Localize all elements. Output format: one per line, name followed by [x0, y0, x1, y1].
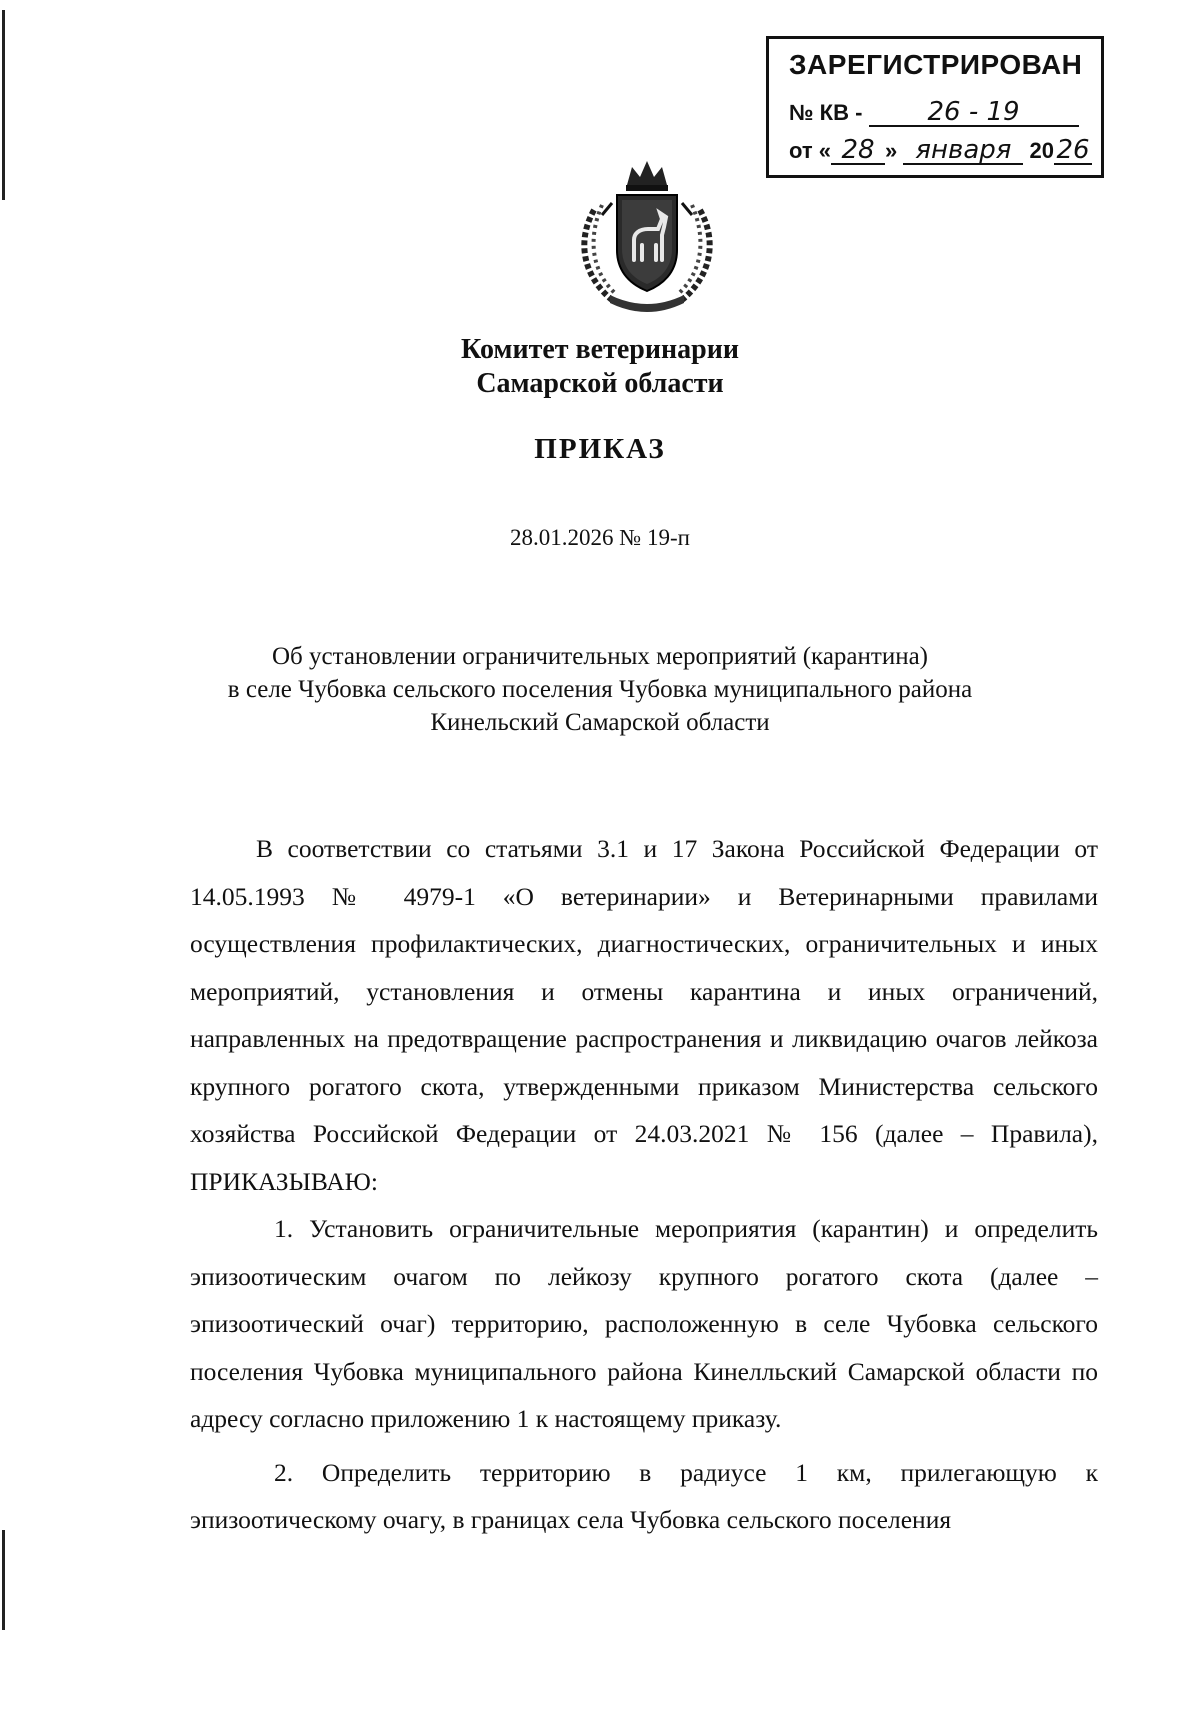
stamp-number-row — [789, 99, 1079, 127]
stamp-number-prefix: № КВ - — [789, 100, 863, 125]
scan-edge-line-bottom — [2, 1530, 5, 1630]
order-subject-line3: Кинельский Самарской области — [430, 709, 770, 736]
stamp-year-suffix: 26 — [1054, 137, 1092, 165]
order-subject — [0, 640, 1200, 739]
stamp-number-handwritten: 26 - 19 — [869, 99, 1079, 127]
order-body — [190, 825, 1098, 1544]
stamp-date-month: января — [903, 137, 1023, 165]
stamp-year-prefix: 20 — [1029, 138, 1054, 163]
order-subject-line2: в селе Чубовка сельского поселения Чубовка муниципального района — [227, 676, 973, 703]
stamp-date-prefix: от « — [789, 138, 832, 163]
order-subject-line1: Об установлении ограничительных мероприятий (карантина) — [271, 643, 929, 670]
coat-of-arms-icon — [572, 155, 722, 315]
registration-stamp — [766, 36, 1104, 178]
order-title: ПРИКАЗ — [534, 433, 666, 465]
stamp-title: ЗАРЕГИСТРИРОВАН — [789, 49, 1083, 80]
order-item-2: 2. Определить территорию в радиусе 1 км, прилегающую к эпизоотическому очагу, в границах села Чубовка сельского поселения — [190, 1457, 1098, 1534]
order-date-number: 28.01.2026 № 19-п — [510, 525, 690, 550]
organization-name-line2: Самарской области — [476, 368, 724, 399]
preamble-paragraph: В соответствии со статьями 3.1 и 17 Закона Российской Федерации от 14.05.1993 № 4979-1 «О ветеринарии» и Ветеринарными правилами осуществления профилактических, диагностических, ограничительных и иных мероприятий, установления и отмены карантина и иных ограничений, направленных на предотвращение распространения и ликвидацию очагов лейкоза крупного рогатого скота, утвержденными приказом Министерства сельского хозяйства Российской Федерации от 24.03.2021 № 156 (далее – Правила), ПРИКАЗЫВАЮ: — [190, 834, 1098, 1196]
organization-name — [0, 333, 1200, 401]
stamp-date-sep: » — [885, 138, 898, 163]
stamp-date-day: 28 — [831, 137, 885, 165]
stamp-date-row — [789, 137, 1092, 165]
organization-name-line1: Комитет ветеринарии — [461, 334, 739, 365]
scan-edge-line-top — [2, 10, 5, 200]
order-item-1: 1. Установить ограничительные мероприятия (карантин) и определить эпизоотическим очагом по лейкозу крупного рогатого скота (далее – эпизоотический очаг) территорию, расположенную в селе Чубовка сельского поселения Чубовка муниципального района Кинелльский Самарской области по адресу согласно приложению 1 к настоящему приказу. — [190, 1214, 1098, 1433]
